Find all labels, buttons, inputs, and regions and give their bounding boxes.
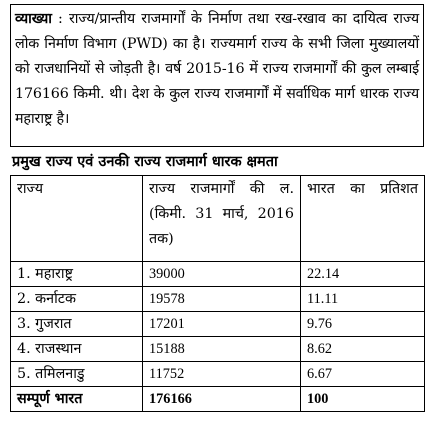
table-total-row [11,387,425,412]
table-row [11,312,425,337]
cell-state: 2. कर्नाटक [11,287,143,312]
table-row [11,362,425,387]
cell-state: 3. गुजरात [11,312,143,337]
explanation-label: व्याख्या [15,11,52,27]
total-length: 176166 [143,387,301,412]
table-row [11,337,425,362]
cell-state: 4. राजस्थान [11,337,143,362]
cell-percent: 11.11 [301,287,425,312]
cell-length: 39000 [143,262,301,287]
total-state: सम्पूर्ण भारत [11,387,143,412]
cell-length: 17201 [143,312,301,337]
cell-percent: 9.76 [301,312,425,337]
section-heading: प्रमुख राज्य एवं उनकी राज्य राजमार्ग धारक क्षमता [12,153,278,170]
explanation-text: : राज्य/प्रान्तीय राजमार्गों के निर्माण तथा रख-रखाव का दायित्व राज्य लोक निर्माण विभाग (PWD) का है। राज्यमार्ग राज्य के सभी जिला मुख्यालयों को राजधानियों से जोड़ती है। वर्ष 2015-16 में राज्य राजमार्गों की कुल लम्बाई 176166 किमी. थी। देश के कुल राज्य राजमार्गों में सर्वाधिक मार्ग धारक राज्य महाराष्ट्र है। [15,11,419,127]
table-header-row [11,176,425,262]
cell-percent: 6.67 [301,362,425,387]
total-percent: 100 [301,387,425,412]
explanation-box [10,4,424,147]
header-percent: भारत का प्रतिशत [301,176,425,262]
cell-length: 15188 [143,337,301,362]
highway-table [10,175,425,412]
cell-length: 19578 [143,287,301,312]
cell-length: 11752 [143,362,301,387]
cell-percent: 8.62 [301,337,425,362]
header-length: राज्य राजमार्गों की ल. (किमी. 31 मार्च, 2016 तक) [143,176,301,262]
cell-state: 1. महाराष्ट्र [11,262,143,287]
table-row [11,262,425,287]
header-state: राज्य [11,176,143,262]
cell-percent: 22.14 [301,262,425,287]
cell-state: 5. तमिलनाडु [11,362,143,387]
table-row [11,287,425,312]
